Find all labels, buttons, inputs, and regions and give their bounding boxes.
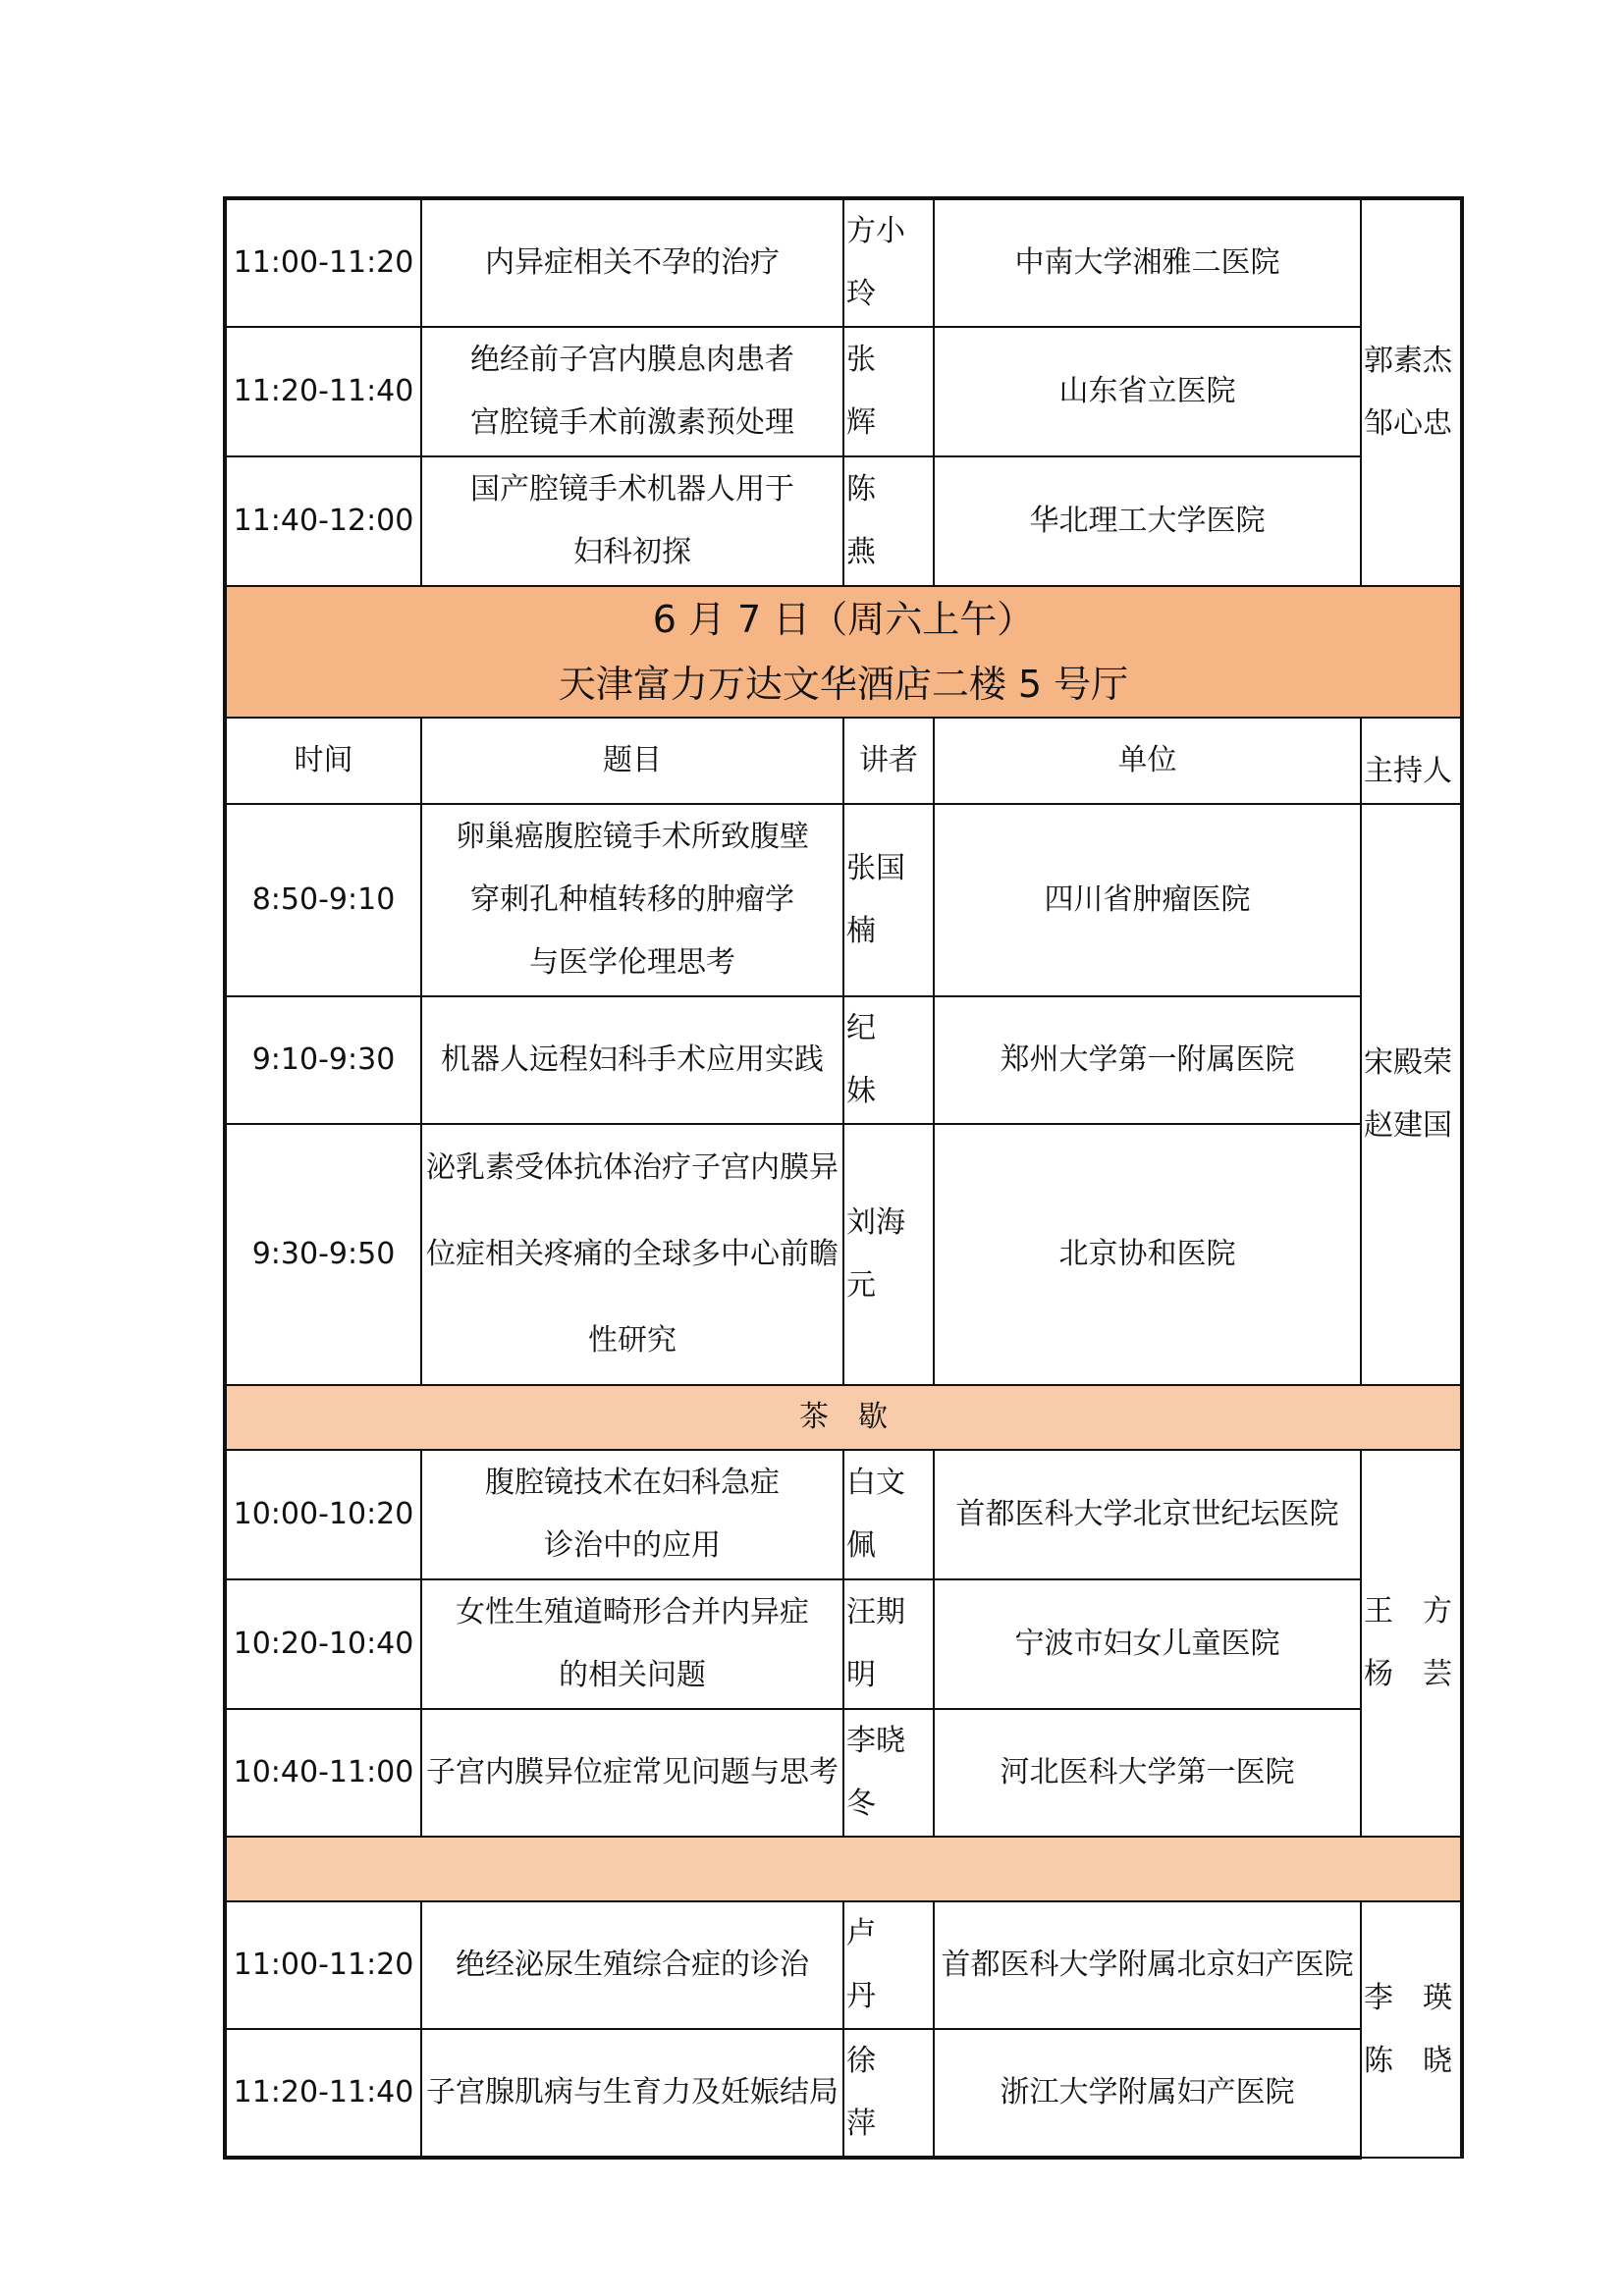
unit-cell: 河北医科大学第一医院 <box>934 1709 1361 1837</box>
break-row <box>225 1385 1462 1450</box>
table-row <box>225 2029 1462 2158</box>
break-label: 茶 歇 <box>225 1385 1462 1450</box>
speaker-cell: 刘海元 <box>843 1124 934 1385</box>
table-row <box>225 198 1462 327</box>
table-row <box>225 804 1462 996</box>
speaker-cell: 陈 燕 <box>843 456 934 586</box>
table-row <box>225 996 1462 1124</box>
col-unit-header: 单位 <box>934 718 1361 804</box>
host-cell: 李 瑛 陈 晓 <box>1361 1901 1462 2158</box>
unit-cell: 郑州大学第一附属医院 <box>934 996 1361 1124</box>
time-cell: 11:20-11:40 <box>225 2029 421 2158</box>
speaker-cell: 徐 萍 <box>843 2029 934 2158</box>
time-cell: 11:40-12:00 <box>225 456 421 586</box>
speaker-cell: 方小玲 <box>843 198 934 327</box>
unit-cell: 首都医科大学北京世纪坛医院 <box>934 1450 1361 1579</box>
day-header <box>225 586 1462 718</box>
empty-band <box>225 1837 1462 1901</box>
time-cell: 9:30-9:50 <box>225 1124 421 1385</box>
table-row <box>225 456 1462 586</box>
host-cell: 王 方 杨 芸 <box>1361 1450 1462 1837</box>
unit-cell: 中南大学湘雅二医院 <box>934 198 1361 327</box>
time-cell: 10:20-10:40 <box>225 1579 421 1709</box>
topic-cell: 绝经泌尿生殖综合症的诊治 <box>421 1901 843 2029</box>
schedule-table <box>223 196 1464 2160</box>
column-header-row <box>225 718 1462 804</box>
topic-cell: 子宫腺肌病与生育力及妊娠结局 <box>421 2029 843 2158</box>
time-cell: 11:00-11:20 <box>225 1901 421 2029</box>
time-cell: 9:10-9:30 <box>225 996 421 1124</box>
unit-cell: 四川省肿瘤医院 <box>934 804 1361 996</box>
speaker-cell: 纪 妹 <box>843 996 934 1124</box>
col-topic-header: 题目 <box>421 718 843 804</box>
time-cell: 10:00-10:20 <box>225 1450 421 1579</box>
time-cell: 8:50-9:10 <box>225 804 421 996</box>
time-cell: 10:40-11:00 <box>225 1709 421 1837</box>
topic-cell: 泌乳素受体抗体治疗子宫内膜异 位症相关疼痛的全球多中心前瞻 性研究 <box>421 1124 843 1385</box>
col-host-header: 主持人 <box>1361 718 1462 804</box>
table-row <box>225 1901 1462 2029</box>
speaker-cell: 白文佩 <box>843 1450 934 1579</box>
day-venue: 天津富力万达文华酒店二楼 5 号厅 <box>558 663 1129 706</box>
topic-cell: 腹腔镜技术在妇科急症 诊治中的应用 <box>421 1450 843 1579</box>
unit-cell: 山东省立医院 <box>934 327 1361 456</box>
speaker-cell: 张 辉 <box>843 327 934 456</box>
time-cell: 11:00-11:20 <box>225 198 421 327</box>
unit-cell: 浙江大学附属妇产医院 <box>934 2029 1361 2158</box>
col-speaker-header: 讲者 <box>843 718 934 804</box>
speaker-cell: 李晓冬 <box>843 1709 934 1837</box>
empty-band-row <box>225 1837 1462 1901</box>
topic-cell: 绝经前子宫内膜息肉患者 宫腔镜手术前激素预处理 <box>421 327 843 456</box>
table-row <box>225 1124 1462 1385</box>
speaker-cell: 张国楠 <box>843 804 934 996</box>
table-row <box>225 1579 1462 1709</box>
day-date: 6 月 7 日（周六上午） <box>652 598 1035 641</box>
table-row <box>225 327 1462 456</box>
host-cell: 宋殿荣 赵建国 <box>1361 804 1462 1385</box>
host-cell: 郭素杰 邹心忠 <box>1361 198 1462 586</box>
topic-cell: 子宫内膜异位症常见问题与思考 <box>421 1709 843 1837</box>
unit-cell: 华北理工大学医院 <box>934 456 1361 586</box>
speaker-cell: 卢 丹 <box>843 1901 934 2029</box>
table-row <box>225 1450 1462 1579</box>
topic-cell: 卵巢癌腹腔镜手术所致腹壁 穿刺孔种植转移的肿瘤学 与医学伦理思考 <box>421 804 843 996</box>
time-cell: 11:20-11:40 <box>225 327 421 456</box>
day-header-row <box>225 586 1462 718</box>
unit-cell: 北京协和医院 <box>934 1124 1361 1385</box>
table-row <box>225 1709 1462 1837</box>
topic-cell: 国产腔镜手术机器人用于 妇科初探 <box>421 456 843 586</box>
unit-cell: 首都医科大学附属北京妇产医院 <box>934 1901 1361 2029</box>
col-time-header: 时间 <box>225 718 421 804</box>
topic-cell: 女性生殖道畸形合并内异症 的相关问题 <box>421 1579 843 1709</box>
speaker-cell: 汪期明 <box>843 1579 934 1709</box>
topic-cell: 内异症相关不孕的治疗 <box>421 198 843 327</box>
topic-cell: 机器人远程妇科手术应用实践 <box>421 996 843 1124</box>
unit-cell: 宁波市妇女儿童医院 <box>934 1579 1361 1709</box>
